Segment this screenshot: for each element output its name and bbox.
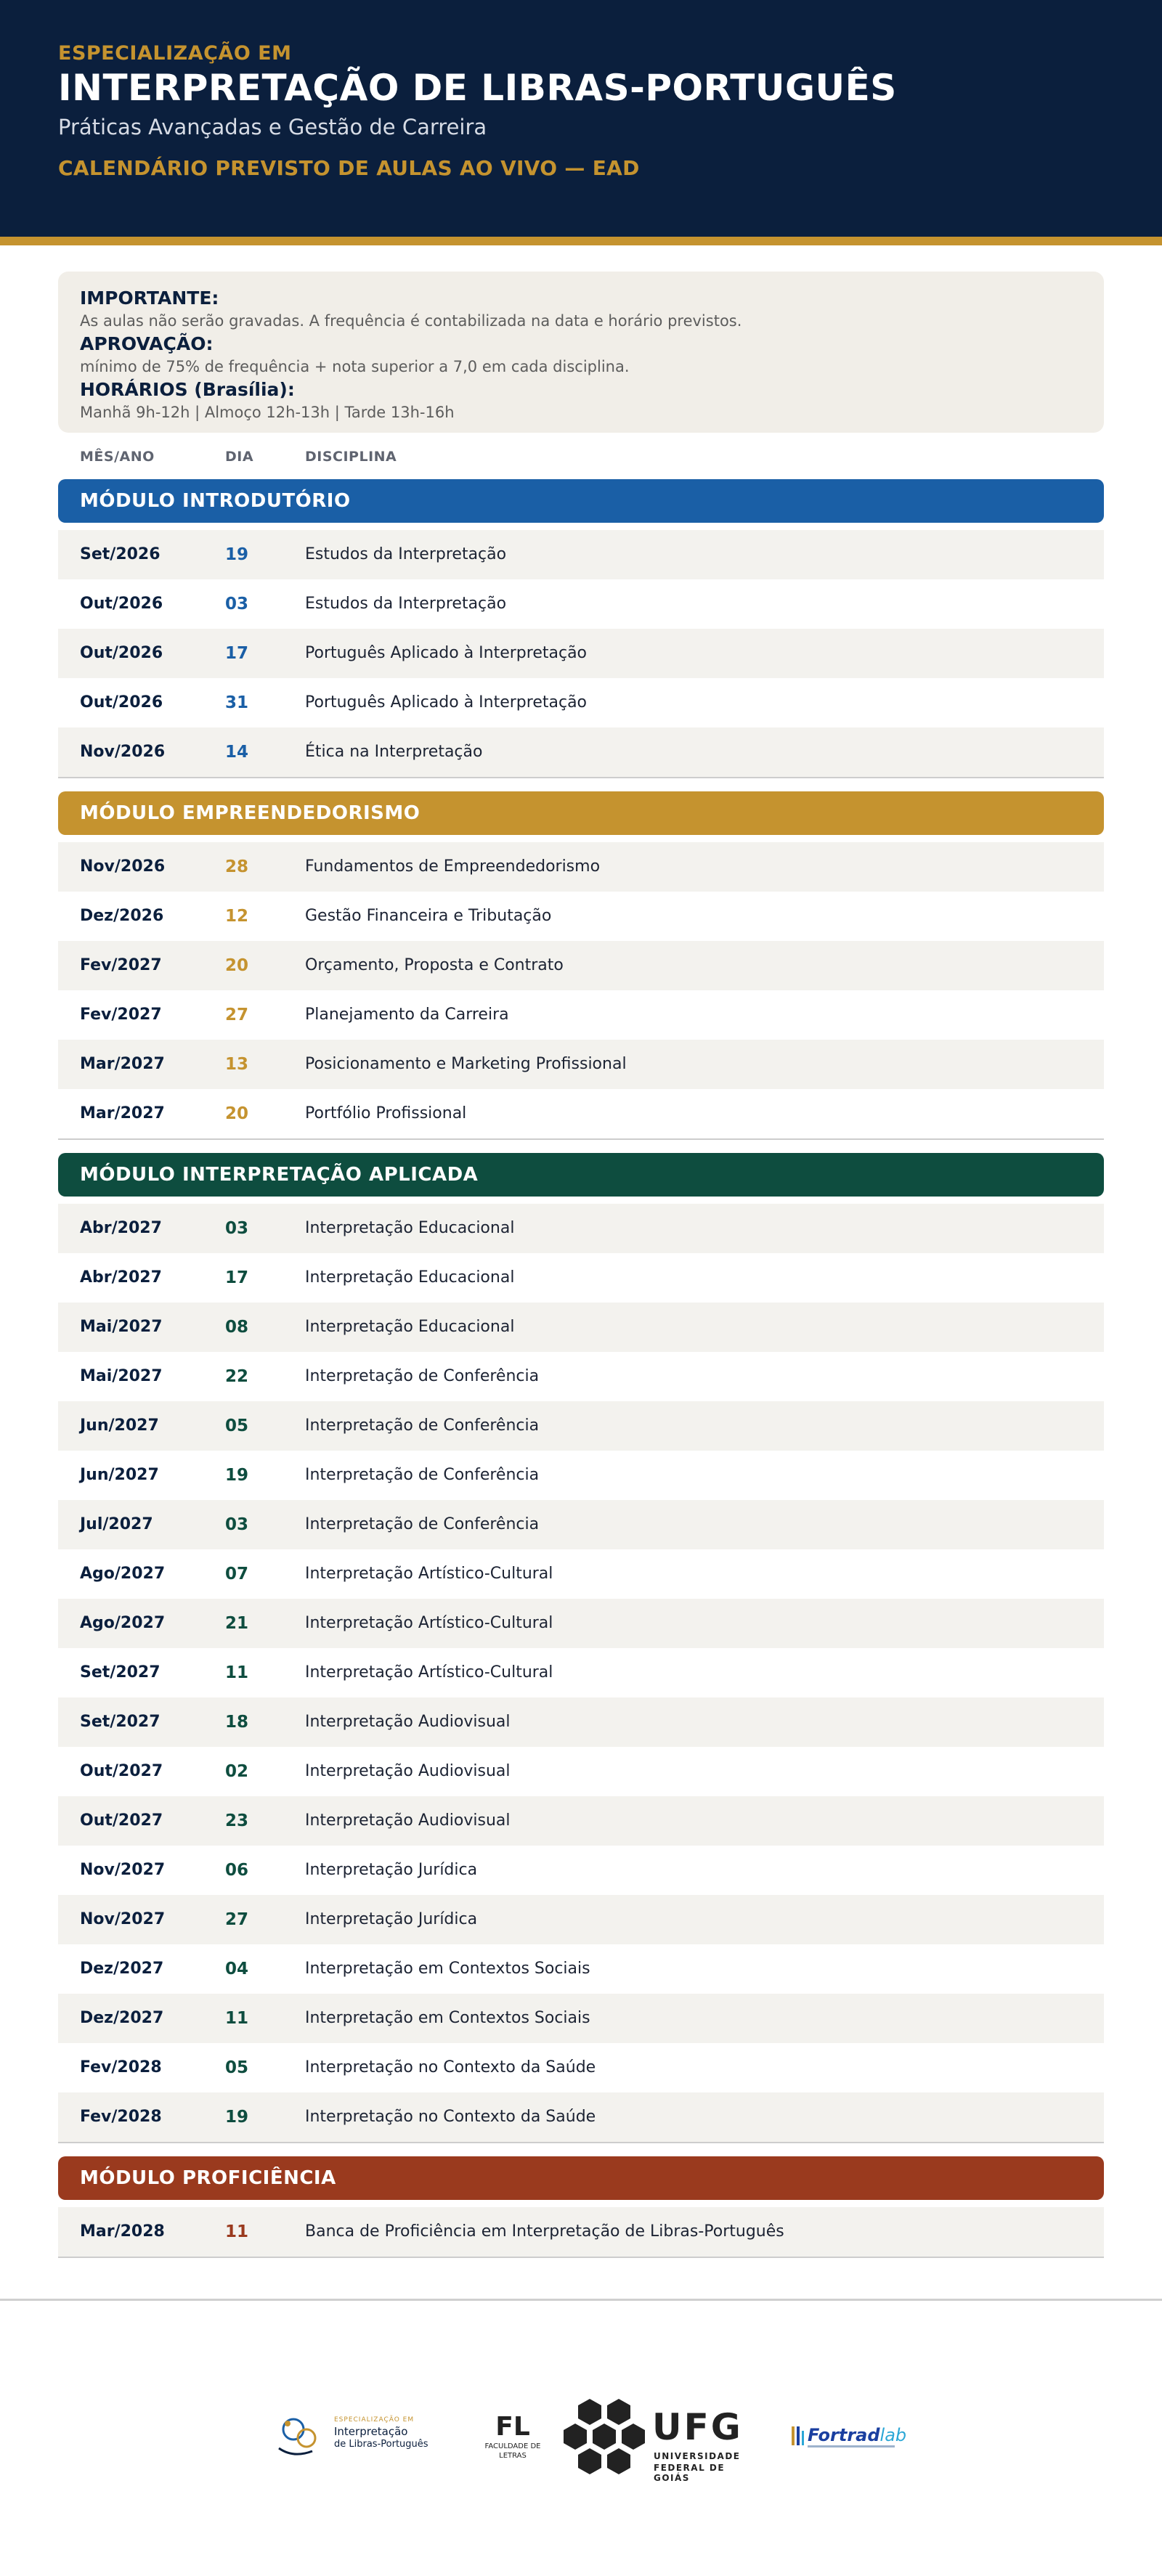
row-month: Mai/2027 [80,1318,163,1336]
row-subject: Gestão Financeira e Tributação [305,907,552,925]
row-subject: Orçamento, Proposta e Contrato [305,956,564,974]
row-subject: Banca de Proficiência em Interpretação de Libras-Português [305,2222,784,2241]
fortrad-mark-icon [790,2424,805,2448]
schedule-row [58,1549,1104,1599]
important-text: As aulas não serão gravadas. A frequência é contabilizada na data e horário previstos. [80,312,742,330]
module-divider [58,2142,1104,2143]
schedule-row [58,1747,1104,1796]
row-day: 02 [225,1762,249,1781]
schedule-row [58,2207,1104,2257]
row-day: 20 [225,1104,249,1123]
row-day: 03 [225,1515,249,1534]
row-month: Set/2026 [80,545,161,563]
row-day: 31 [225,693,249,712]
row-day: 07 [225,1565,249,1583]
course-logo [269,2394,428,2476]
row-day: 19 [225,2108,249,2127]
row-day: 17 [225,1268,249,1287]
row-subject: Ética na Interpretação [305,743,483,761]
row-day: 23 [225,1811,249,1830]
schedule-row [58,941,1104,990]
schedule-row [58,1401,1104,1451]
row-subject: Interpretação de Conferência [305,1367,540,1385]
schedule-row [58,678,1104,727]
module-divider [58,777,1104,778]
schedule-row [58,2092,1104,2142]
calendar-heading: CALENDÁRIO PREVISTO DE AULAS AO VIVO — EAD [58,156,640,180]
row-subject: Interpretação Audiovisual [305,1713,511,1731]
row-month: Nov/2026 [80,743,166,761]
schedule-row [58,1204,1104,1253]
row-month: Dez/2027 [80,2009,164,2027]
schedule-row [58,990,1104,1040]
row-day: 27 [225,1006,249,1024]
module-divider [58,2257,1104,2258]
schedule-row [58,629,1104,678]
row-day: 18 [225,1713,249,1732]
row-day: 14 [225,743,249,762]
row-month: Abr/2027 [80,1219,162,1237]
schedule-row [58,1994,1104,2043]
row-month: Out/2027 [80,1762,163,1780]
schedule-row [58,1040,1104,1089]
row-month: Set/2027 [80,1663,161,1682]
row-subject: Estudos da Interpretação [305,595,507,613]
row-day: 03 [225,595,249,614]
schedule-row [58,892,1104,941]
row-month: Dez/2027 [80,1960,164,1978]
module-header: MÓDULO INTERPRETAÇÃO APLICADA [58,1153,1104,1197]
column-header-day: DIA [225,449,254,465]
row-day: 22 [225,1367,249,1386]
hands-logo-icon [272,2408,330,2466]
row-day: 11 [225,1663,249,1682]
row-day: 27 [225,1910,249,1929]
row-month: Out/2027 [80,1811,163,1830]
row-day: 03 [225,1219,249,1238]
row-subject: Interpretação Educacional [305,1219,515,1237]
row-subject: Interpretação Jurídica [305,1910,478,1928]
row-month: Ago/2027 [80,1614,166,1632]
row-month: Mar/2027 [80,1055,165,1073]
schedule-row [58,579,1104,629]
row-subject: Português Aplicado à Interpretação [305,644,588,662]
approval-title: APROVAÇÃO: [80,333,214,354]
fortrad-logo [790,2422,907,2451]
column-header-month: MÊS/ANO [80,449,155,465]
row-month: Out/2026 [80,693,163,712]
schedule-row [58,1500,1104,1549]
module-header: MÓDULO INTRODUTÓRIO [58,479,1104,523]
row-subject: Português Aplicado à Interpretação [305,693,588,712]
row-month: Fev/2028 [80,2058,162,2076]
row-day: 04 [225,1960,249,1978]
module-header: MÓDULO EMPREENDEDORISMO [58,791,1104,835]
row-month: Ago/2027 [80,1565,166,1583]
schedule-row [58,1352,1104,1401]
module-divider [58,1138,1104,1140]
row-subject: Interpretação em Contextos Sociais [305,1960,590,1978]
schedule-row [58,1599,1104,1648]
row-month: Mar/2028 [80,2222,165,2241]
row-month: Nov/2027 [80,1910,166,1928]
row-month: Fev/2027 [80,956,162,974]
course-logo-line1: ESPECIALIZAÇÃO EM [334,2416,415,2424]
row-subject: Interpretação no Contexto da Saúde [305,2058,596,2076]
fl-logo-line1: FACULDADE DE [484,2442,541,2450]
fl-logo [484,2412,542,2461]
row-day: 11 [225,2009,249,2028]
fortrad-logo-part2: lab [879,2425,907,2445]
course-logo-line3: de Libras-Português [334,2439,428,2450]
column-header-subject: DISCIPLINA [305,449,397,465]
row-day: 20 [225,956,249,975]
row-month: Fev/2028 [80,2108,162,2126]
row-month: Mai/2027 [80,1367,163,1385]
fortrad-logo-text [808,2425,906,2445]
fortrad-logo-part1: Fortrad [808,2425,880,2445]
row-month: Nov/2027 [80,1861,166,1879]
row-day: 12 [225,907,249,926]
schedule-row [58,1697,1104,1747]
schedule-row [58,530,1104,579]
hexagons-icon [561,2393,648,2482]
row-subject: Interpretação em Contextos Sociais [305,2009,590,2027]
row-month: Jun/2027 [80,1466,159,1484]
page-subtitle: Práticas Avançadas e Gestão de Carreira [58,115,487,139]
schedule-row [58,1796,1104,1846]
schedule-row [58,2043,1104,2092]
row-month: Jul/2027 [80,1515,153,1533]
row-day: 06 [225,1861,249,1880]
row-day: 19 [225,545,249,564]
notice-box [58,272,1104,433]
row-subject: Interpretação Artístico-Cultural [305,1614,553,1632]
row-subject: Interpretação Artístico-Cultural [305,1565,553,1583]
schedule-row [58,1089,1104,1138]
row-subject: Interpretação Audiovisual [305,1762,511,1780]
hours-text: Manhã 9h-12h | Almoço 12h-13h | Tarde 13h-16h [80,404,455,421]
schedule-row [58,1846,1104,1895]
schedule-row [58,1944,1104,1994]
row-month: Fev/2027 [80,1006,162,1024]
fl-logo-line2: LETRAS [499,2452,527,2460]
row-subject: Interpretação Educacional [305,1268,515,1287]
row-month: Set/2027 [80,1713,161,1731]
row-day: 11 [225,2222,249,2241]
row-day: 28 [225,857,249,876]
row-subject: Planejamento da Carreira [305,1006,509,1024]
row-subject: Fundamentos de Empreendedorismo [305,857,601,876]
page-title: INTERPRETAÇÃO DE LIBRAS-PORTUGUÊS [58,67,897,109]
row-day: 19 [225,1466,249,1485]
row-month: Nov/2026 [80,857,166,876]
row-subject: Posicionamento e Marketing Profissional [305,1055,627,1073]
row-subject: Interpretação Artístico-Cultural [305,1663,553,1682]
row-month: Jun/2027 [80,1417,159,1435]
schedule-row [58,1253,1104,1303]
row-subject: Estudos da Interpretação [305,545,507,563]
row-month: Abr/2027 [80,1268,162,1287]
row-subject: Interpretação Audiovisual [305,1811,511,1830]
row-month: Out/2026 [80,644,163,662]
ufg-logo-line2: FEDERAL DE GOIÁS [654,2463,726,2483]
row-day: 08 [225,1318,249,1337]
row-day: 17 [225,644,249,663]
schedule-row [58,1895,1104,1944]
row-subject: Interpretação Educacional [305,1318,515,1336]
schedule-row [58,727,1104,777]
fl-logo-abbr: FL [495,2412,530,2442]
footer-divider [0,2299,1162,2301]
row-subject: Interpretação de Conferência [305,1466,540,1484]
schedule-row [58,842,1104,892]
approval-text: mínimo de 75% de frequência + nota superior a 7,0 em cada disciplina. [80,358,630,375]
ufg-logo [561,2393,744,2482]
row-subject: Interpretação no Contexto da Saúde [305,2108,596,2126]
header [0,0,1162,245]
schedule-row [58,1451,1104,1500]
important-title: IMPORTANTE: [80,288,219,309]
row-subject: Portfólio Profissional [305,1104,467,1122]
schedule-row [58,1648,1104,1697]
ufg-logo-name: UFG [652,2406,743,2448]
row-month: Mar/2027 [80,1104,165,1122]
schedule-row [58,1303,1104,1352]
row-day: 21 [225,1614,249,1633]
course-logo-line2: Interpretação [334,2425,408,2438]
row-subject: Interpretação de Conferência [305,1515,540,1533]
module-header: MÓDULO PROFICIÊNCIA [58,2156,1104,2200]
row-day: 13 [225,1055,249,1074]
hours-title: HORÁRIOS (Brasília): [80,379,295,400]
row-month: Dez/2026 [80,907,164,925]
ufg-logo-line1: UNIVERSIDADE [654,2451,741,2461]
header-kicker: ESPECIALIZAÇÃO EM [58,42,292,65]
row-day: 05 [225,1417,249,1435]
row-subject: Interpretação Jurídica [305,1861,478,1879]
row-subject: Interpretação de Conferência [305,1417,540,1435]
row-month: Out/2026 [80,595,163,613]
row-day: 05 [225,2058,249,2077]
fortrad-underline [808,2445,895,2447]
